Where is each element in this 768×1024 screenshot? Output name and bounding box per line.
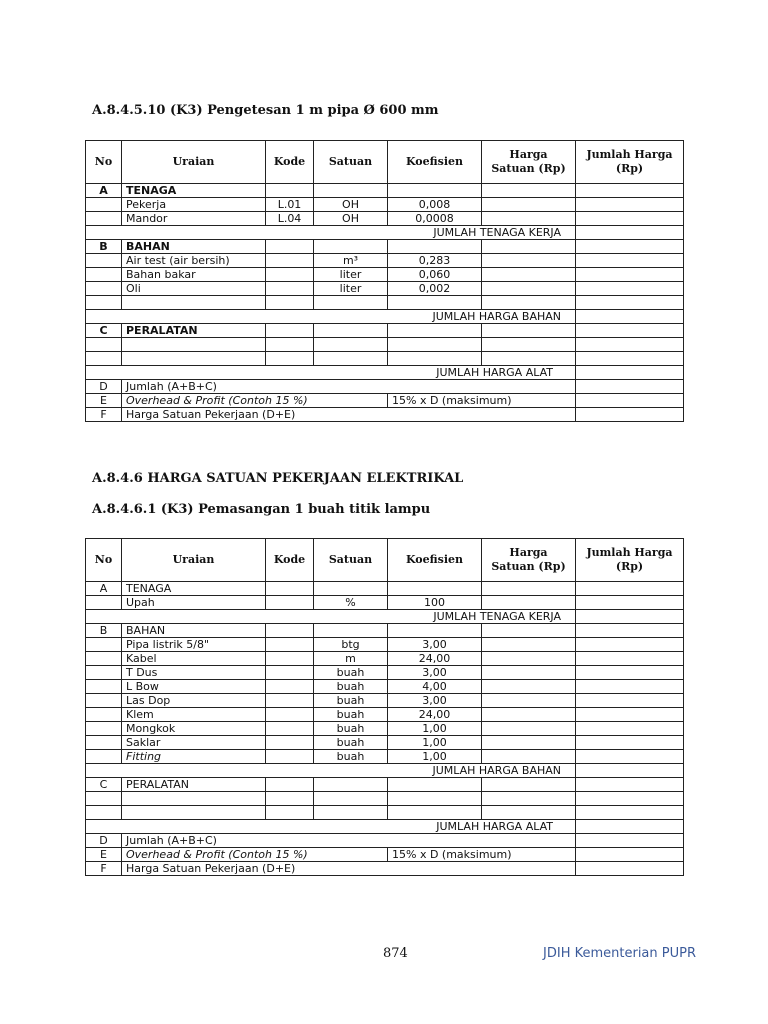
item-koefisien: 24,00 (388, 652, 482, 666)
col-header-no: No (86, 141, 122, 184)
table-row (86, 750, 684, 764)
item-koefisien: 1,00 (388, 736, 482, 750)
item-koefisien: 1,00 (388, 722, 482, 736)
page-number: 874 (383, 946, 408, 961)
item-satuan: % (314, 596, 388, 610)
summary-formula: 15% x D (maksimum) (388, 394, 576, 408)
item-koefisien: 0,002 (388, 282, 482, 296)
item-koefisien: 24,00 (388, 708, 482, 722)
group-code: C (86, 324, 122, 338)
summary-label: Jumlah (A+B+C) (122, 380, 576, 394)
table-row (86, 694, 684, 708)
group-row (86, 324, 684, 338)
item-satuan: OH (314, 198, 388, 212)
table-row (86, 708, 684, 722)
table-row (86, 638, 684, 652)
subtotal-label: JUMLAH HARGA ALAT (86, 820, 576, 834)
summary-label: Jumlah (A+B+C) (122, 834, 576, 848)
group-row (86, 582, 684, 596)
summary-formula: 15% x D (maksimum) (388, 848, 576, 862)
col-header-harga-satuan: Harga Satuan (Rp) (482, 141, 576, 184)
group-label: PERALATAN (122, 778, 266, 792)
group-row (86, 240, 684, 254)
table-header-row (86, 141, 684, 184)
group-code: B (86, 624, 122, 638)
item-satuan: buah (314, 694, 388, 708)
item-koefisien: 3,00 (388, 638, 482, 652)
group-row (86, 778, 684, 792)
col-header-harga-satuan: Harga Satuan (Rp) (482, 539, 576, 582)
group-label: BAHAN (122, 240, 266, 254)
group-row (86, 184, 684, 198)
table-row (86, 338, 684, 352)
item-uraian: Upah (122, 596, 266, 610)
item-satuan: liter (314, 268, 388, 282)
table-row (86, 282, 684, 296)
col-header-jumlah-harga: Jumlah Harga (Rp) (576, 539, 684, 582)
table-row (86, 352, 684, 366)
subtotal-row (86, 310, 684, 324)
item-koefisien: 100 (388, 596, 482, 610)
item-uraian: Pipa listrik 5/8" (122, 638, 266, 652)
summary-code: E (86, 394, 122, 408)
subtotal-row (86, 366, 684, 380)
col-header-kode: Kode (266, 539, 314, 582)
summary-label: Overhead & Profit (Contoh 15 %) (122, 848, 388, 862)
summary-row (86, 834, 684, 848)
item-koefisien: 3,00 (388, 694, 482, 708)
item-uraian: T Dus (122, 666, 266, 680)
table-header-row (86, 539, 684, 582)
group-row (86, 624, 684, 638)
subtotal-label: JUMLAH TENAGA KERJA (86, 610, 576, 624)
summary-code: F (86, 862, 122, 876)
table-row (86, 296, 684, 310)
table-row (86, 652, 684, 666)
cost-analysis-table (85, 140, 684, 422)
table-row (86, 596, 684, 610)
item-uraian: Las Dop (122, 694, 266, 708)
section-main-heading: A.8.4.6 HARGA SATUAN PEKERJAAN ELEKTRIKAL (92, 471, 464, 486)
item-satuan: m (314, 652, 388, 666)
table-row (86, 680, 684, 694)
col-header-uraian: Uraian (122, 141, 266, 184)
item-satuan: buah (314, 666, 388, 680)
group-label: PERALATAN (122, 324, 266, 338)
item-satuan: buah (314, 708, 388, 722)
item-uraian: Air test (air bersih) (122, 254, 266, 268)
item-satuan: buah (314, 680, 388, 694)
item-uraian: Fitting (122, 750, 266, 764)
subtotal-label: JUMLAH HARGA ALAT (86, 366, 576, 380)
table-row (86, 666, 684, 680)
item-koefisien: 0,008 (388, 198, 482, 212)
subtotal-row (86, 610, 684, 624)
item-koefisien: 4,00 (388, 680, 482, 694)
summary-row (86, 380, 684, 394)
table-row (86, 268, 684, 282)
item-uraian: Saklar (122, 736, 266, 750)
item-koefisien: 0,0008 (388, 212, 482, 226)
item-koefisien: 3,00 (388, 666, 482, 680)
subtotal-row (86, 764, 684, 778)
col-header-jumlah-harga: Jumlah Harga (Rp) (576, 141, 684, 184)
table-row (86, 212, 684, 226)
summary-code: D (86, 834, 122, 848)
item-satuan: OH (314, 212, 388, 226)
col-header-uraian: Uraian (122, 539, 266, 582)
item-satuan: btg (314, 638, 388, 652)
summary-code: F (86, 408, 122, 422)
group-code: B (86, 240, 122, 254)
item-uraian: Mongkok (122, 722, 266, 736)
summary-label: Harga Satuan Pekerjaan (D+E) (122, 862, 576, 876)
item-satuan: buah (314, 750, 388, 764)
col-header-koefisien: Koefisien (388, 141, 482, 184)
group-code: A (86, 582, 122, 596)
item-uraian: L Bow (122, 680, 266, 694)
summary-label: Overhead & Profit (Contoh 15 %) (122, 394, 388, 408)
summary-label: Harga Satuan Pekerjaan (D+E) (122, 408, 576, 422)
section-heading: A.8.4.6.1 (K3) Pemasangan 1 buah titik lampu (92, 502, 431, 517)
summary-row (86, 848, 684, 862)
subtotal-label: JUMLAH HARGA BAHAN (86, 310, 576, 324)
group-code: C (86, 778, 122, 792)
table-row (86, 792, 684, 806)
item-uraian: Bahan bakar (122, 268, 266, 282)
item-koefisien: 1,00 (388, 750, 482, 764)
group-label: BAHAN (122, 624, 266, 638)
item-satuan: liter (314, 282, 388, 296)
item-koefisien: 0,283 (388, 254, 482, 268)
item-satuan: buah (314, 722, 388, 736)
summary-code: D (86, 380, 122, 394)
item-satuan: buah (314, 736, 388, 750)
table-row (86, 722, 684, 736)
summary-row (86, 408, 684, 422)
table-row (86, 198, 684, 212)
table-row (86, 254, 684, 268)
summary-row (86, 862, 684, 876)
item-kode: L.04 (266, 212, 314, 226)
item-kode: L.01 (266, 198, 314, 212)
item-koefisien: 0,060 (388, 268, 482, 282)
col-header-no: No (86, 539, 122, 582)
subtotal-row (86, 820, 684, 834)
col-header-koefisien: Koefisien (388, 539, 482, 582)
group-label: TENAGA (122, 184, 266, 198)
item-uraian: Klem (122, 708, 266, 722)
section-heading: A.8.4.5.10 (K3) Pengetesan 1 m pipa Ø 600 mm (92, 103, 439, 118)
col-header-satuan: Satuan (314, 141, 388, 184)
table-row (86, 806, 684, 820)
item-uraian: Mandor (122, 212, 266, 226)
item-uraian: Kabel (122, 652, 266, 666)
item-satuan: m³ (314, 254, 388, 268)
footer-source: JDIH Kementerian PUPR (543, 946, 696, 961)
subtotal-label: JUMLAH TENAGA KERJA (86, 226, 576, 240)
subtotal-label: JUMLAH HARGA BAHAN (86, 764, 576, 778)
group-code: A (86, 184, 122, 198)
col-header-satuan: Satuan (314, 539, 388, 582)
subtotal-row (86, 226, 684, 240)
item-uraian: Oli (122, 282, 266, 296)
col-header-kode: Kode (266, 141, 314, 184)
table-row (86, 736, 684, 750)
summary-code: E (86, 848, 122, 862)
item-uraian: Pekerja (122, 198, 266, 212)
cost-analysis-table (85, 538, 684, 876)
summary-row (86, 394, 684, 408)
group-label: TENAGA (122, 582, 266, 596)
